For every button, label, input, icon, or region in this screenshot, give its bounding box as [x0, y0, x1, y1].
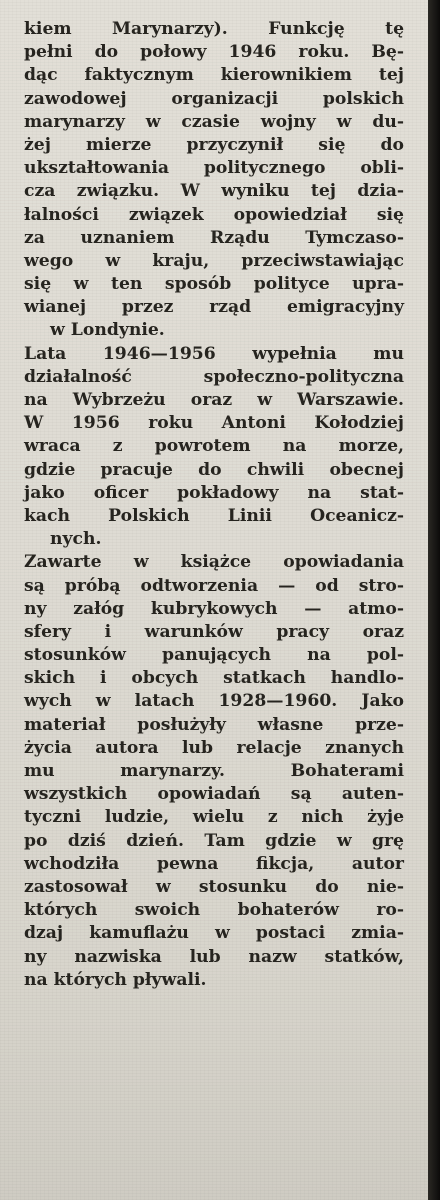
text-line: Lata 1946—1956 wypełnia mu: [24, 343, 404, 364]
text-line: po dziś dzień. Tam gdzie w grę: [24, 830, 404, 851]
text-line: ny nazwiska lub nazw statków,: [24, 946, 404, 967]
text-line: pełni do połowy 1946 roku. Bę-: [24, 42, 404, 63]
text-line: kach Polskich Linii Oceanicz-: [24, 505, 404, 526]
text-line: których swoich bohaterów ro-: [24, 900, 404, 921]
text-line: materiał posłużyły własne prze-: [24, 714, 404, 735]
text-line: nych.: [50, 529, 102, 550]
text-line: na Wybrzeżu oraz w Warszawie.: [24, 390, 404, 410]
text-line: jako oficer pokładowy na stat-: [24, 482, 404, 503]
text-line: życia autora lub relacje znanych: [24, 737, 404, 758]
text-line: gdzie pracuje do chwili obecnej: [24, 459, 404, 480]
text-line: wraca z powrotem na morze,: [24, 436, 404, 457]
text-line: W 1956 roku Antoni Kołodziej: [24, 413, 404, 434]
text-line: stosunków panujących na pol-: [24, 645, 404, 666]
text-line: w Londynie.: [50, 320, 165, 341]
text-line: zawodowej organizacji polskich: [24, 88, 404, 109]
text-line: na których pływali.: [24, 969, 207, 990]
text-line: ny załóg kubrykowych — atmo-: [24, 598, 404, 619]
text-line: wych w latach 1928—1960. Jako: [24, 691, 404, 712]
text-body: [24, 18, 404, 992]
text-line: są próbą odtworzenia — od stro-: [24, 575, 404, 596]
text-line: tyczni ludzie, wielu z nich żyje: [24, 807, 404, 828]
text-line: wianej przez rząd emigracyjny: [24, 297, 404, 318]
text-line: ukształtowania politycznego obli-: [24, 158, 404, 179]
text-line: wszystkich opowiadań są auten-: [24, 784, 404, 805]
text-line: mu marynarzy. Bohaterami: [24, 761, 404, 781]
page-edge-shadow: [428, 0, 440, 1200]
text-line: za uznaniem Rządu Tymczaso-: [24, 227, 404, 248]
text-line: wchodziła pewna fikcja, autor: [24, 853, 404, 874]
text-line: działalność społeczno-polityczna: [24, 366, 404, 387]
text-line: wego w kraju, przeciwstawiając: [24, 250, 404, 271]
text-line: się w ten sposób polityce upra-: [24, 274, 404, 295]
text-line: skich i obcych statkach handlo-: [24, 668, 404, 689]
text-line: sfery i warunków pracy oraz: [24, 621, 404, 642]
text-line: żej mierze przyczynił się do: [24, 134, 404, 155]
text-line: Zawarte w książce opowiadania: [24, 552, 404, 573]
text-line: marynarzy w czasie wojny w du-: [24, 111, 404, 132]
text-line: dąc faktycznym kierownikiem tej: [24, 65, 404, 86]
text-line: dzaj kamuflażu w postaci zmia-: [24, 923, 404, 944]
text-line: zastosował w stosunku do nie-: [24, 876, 404, 897]
text-line: kiem Marynarzy). Funkcję tę: [24, 19, 404, 39]
text-line: łalności związek opowiedział się: [24, 204, 404, 225]
text-line: cza związku. W wyniku tej dzia-: [24, 181, 404, 202]
